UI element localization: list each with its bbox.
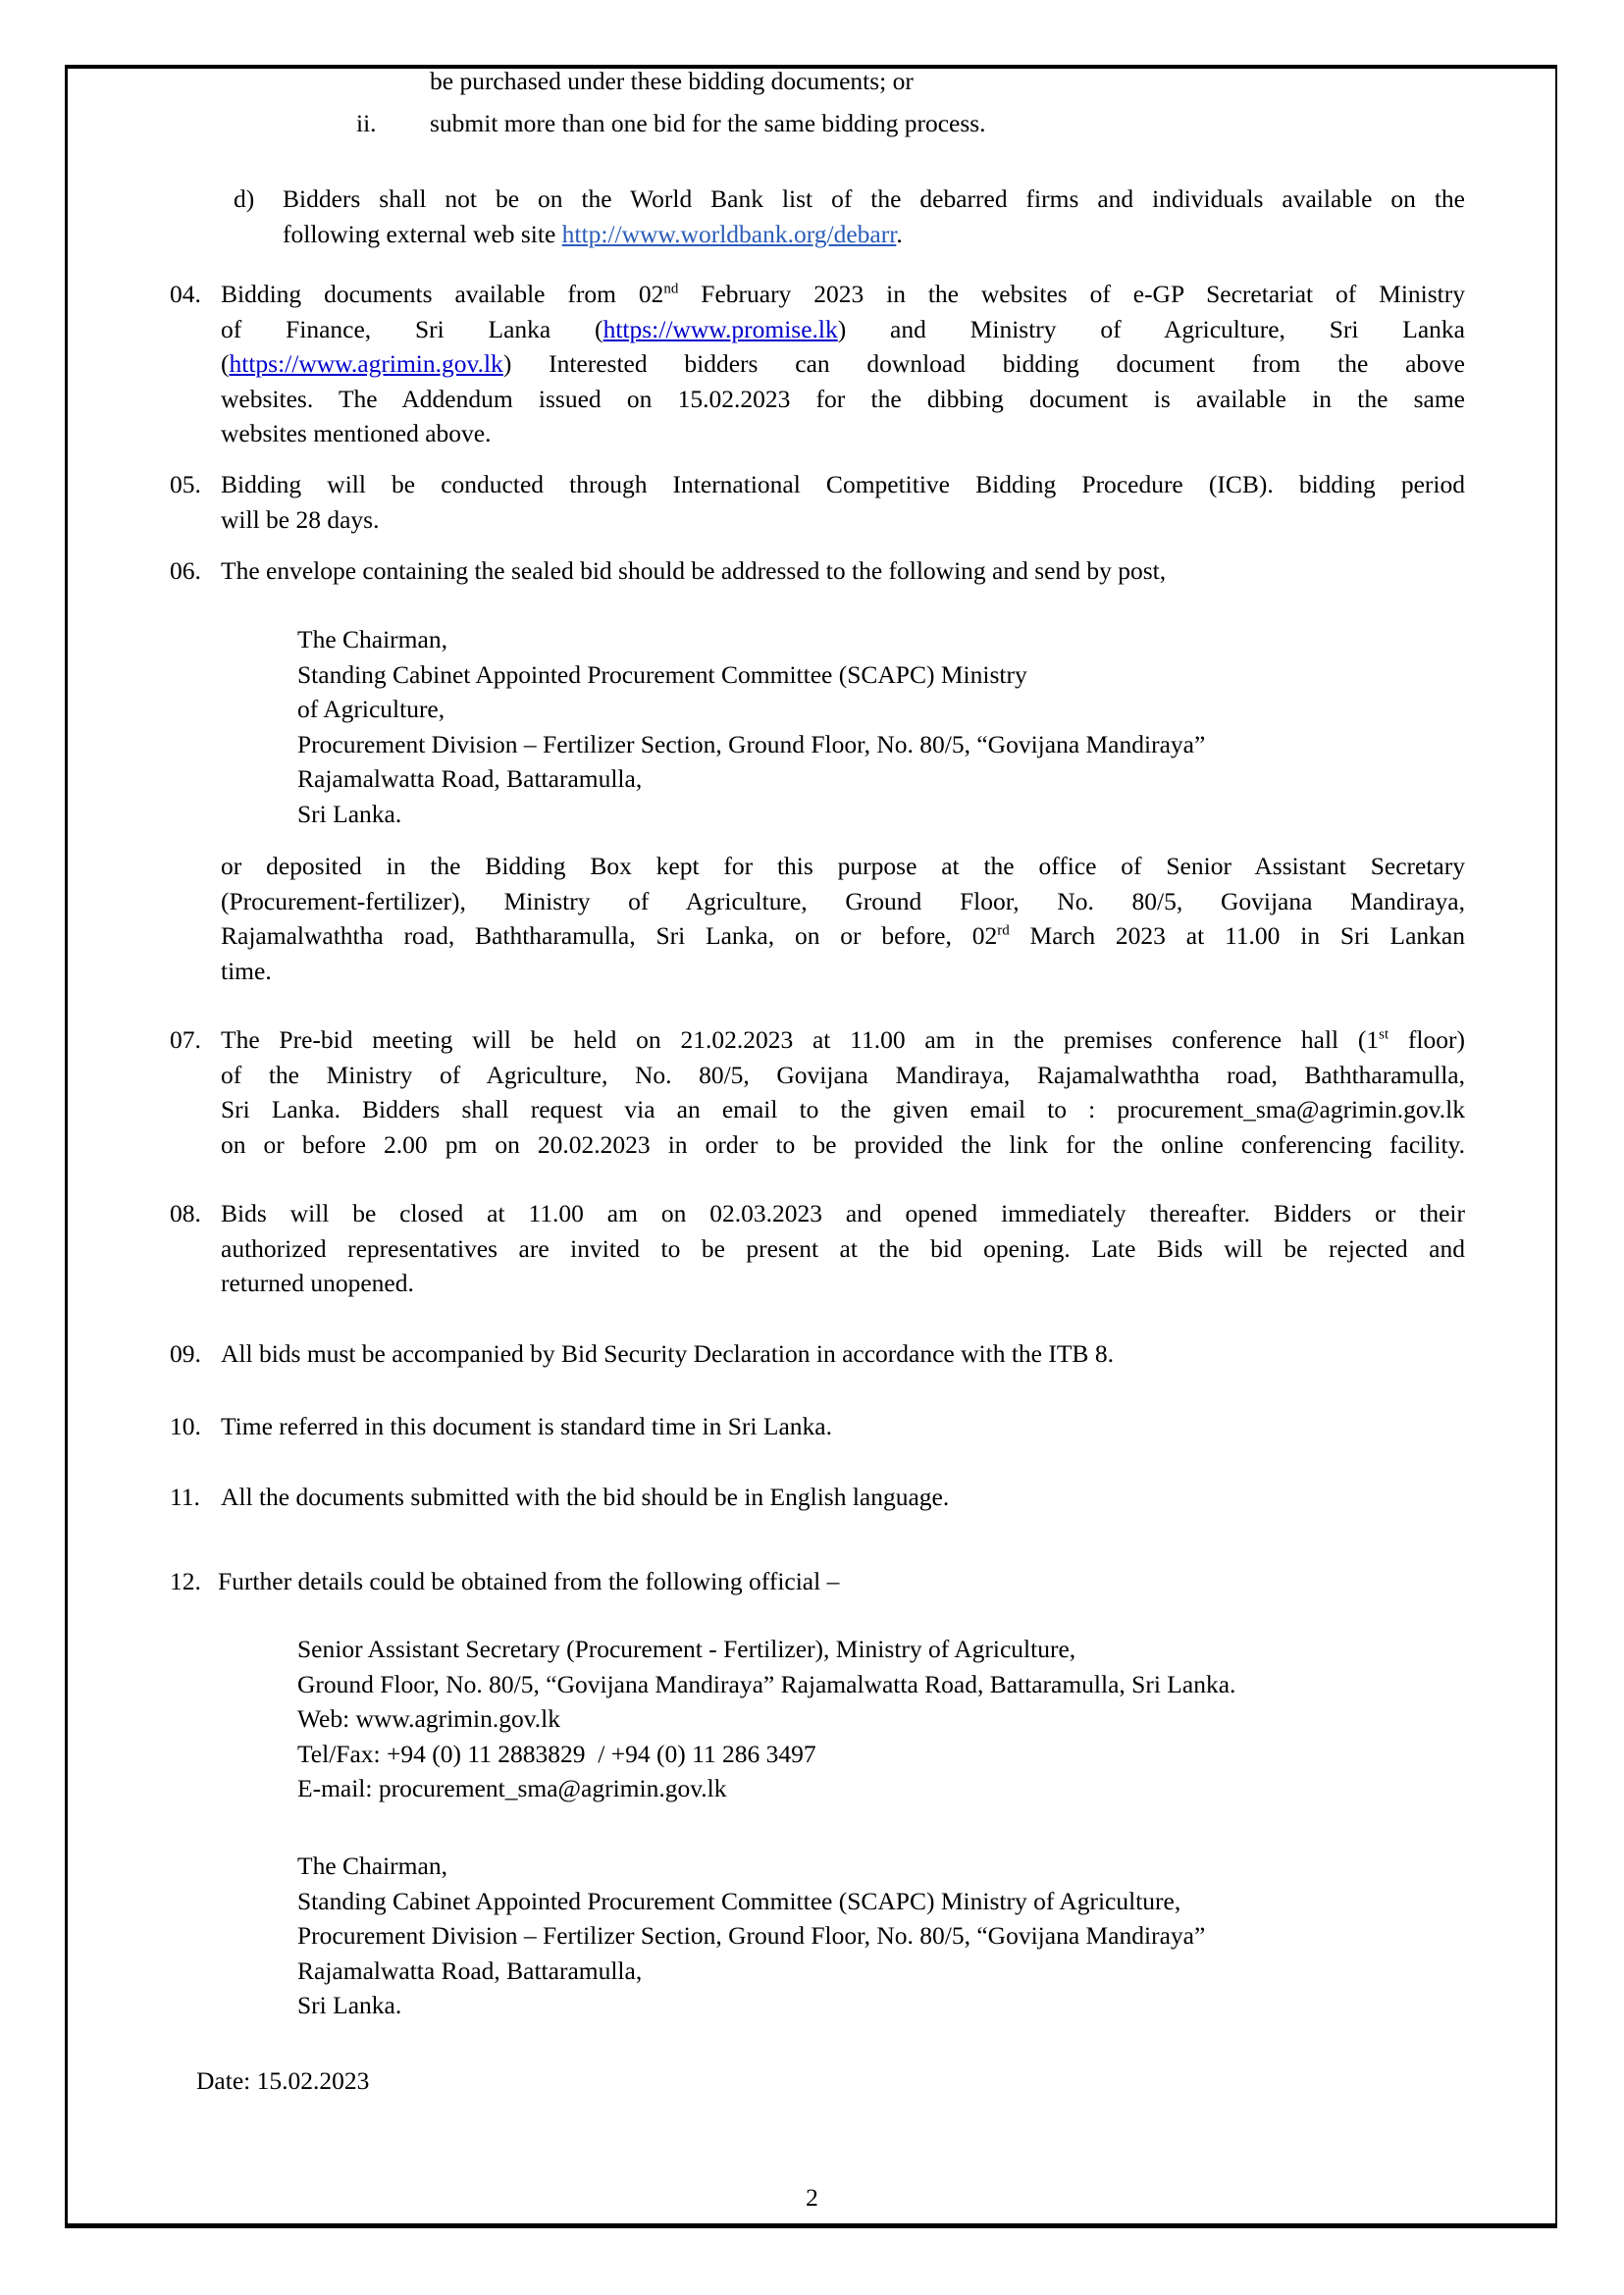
worldbank-debarr-link[interactable]: http://www.worldbank.org/debarr <box>561 219 897 248</box>
list-item-10: 10. Time referred in this document is standard time in Sri Lanka. <box>170 1409 832 1444</box>
list-item-09: 09. All bids must be accompanied by Bid Security Declaration in accordance with the ITB 8. <box>170 1336 1114 1372</box>
list-item-ii <box>356 106 986 141</box>
list-item-d: d) Bidders shall not be on the World Bank list of the debarred firms and individuals available on the following external web site http://www.worldbank.org/debarr. <box>234 182 1460 251</box>
document-date: Date: 15.02.2023 <box>196 2066 370 2095</box>
item-d-line1: Bidders shall not be on the World Bank list of the debarred firms and individuals available on the <box>283 184 1465 213</box>
item-number: 11. <box>170 1483 200 1511</box>
list-marker: ii. <box>356 109 377 137</box>
list-text: submit more than one bid for the same bidding process. <box>430 109 986 137</box>
page-number: 2 <box>806 2183 818 2212</box>
official-web: Web: www.agrimin.gov.lk <box>297 1704 561 1733</box>
item-number: 06. <box>170 556 201 585</box>
address-block-chairman: The Chairman, Standing Cabinet Appointed Procurement Committee (SCAPC) Ministry of Agriculture, Procurement Division – Fertilizer Section, Ground Floor, No. 80/5, “Govijana Mandiraya” Rajamalwatta Road, Battaramulla, Sri Lanka. <box>297 625 1206 828</box>
promise-lk-link[interactable]: https://www.promise.lk <box>602 314 838 343</box>
item-number: 04. <box>170 280 201 308</box>
deposit-paragraph: or deposited in the Bidding Box kept for this purpose at the office of Senior Assistant Secretary (Procurement-fertilizer), Ministry of Agriculture, Ground Floor, No. 80/5, Govijana Mandiraya, Rajamalwaththa road, Baththaramulla, Sri Lanka, on or before, 02rd March 2023 at 11.00 in Sri Lankan time. <box>221 852 1465 985</box>
list-item-04: 04. Bidding documents available from 02nd February 2023 in the websites of e-GP Secretariat of Ministry of Finance, Sri Lanka (https://www.promise.lk) and Ministry of Agriculture, Sri Lanka (https://www.agrimin.gov.lk) Interested bidders can download bidding document from the above websites. The Addendum issued on 15.02.2023 for the dibbing document is available in the same websites mentioned above. <box>170 277 1465 451</box>
item-number: 10. <box>170 1412 201 1440</box>
official-telfax: Tel/Fax: +94 (0) 11 2883829 / +94 (0) 11 286 3497 <box>297 1739 816 1768</box>
list-item-12: 12. Further details could be obtained from the following official – <box>170 1564 839 1599</box>
item-number: 05. <box>170 470 201 498</box>
item-number: 08. <box>170 1199 201 1227</box>
list-item-05: 05. Bidding will be conducted through International Competitive Bidding Procedure (ICB). bidding period will be 28 days. <box>170 467 1465 537</box>
list-item-06: 06. The envelope containing the sealed bid should be addressed to the following and send by post, <box>170 553 1465 589</box>
list-item-11: 11. All the documents submitted with the bid should be in English language. <box>170 1480 949 1515</box>
continuation-line: be purchased under these bidding documents; or <box>430 67 914 95</box>
list-item-08: 08. Bids will be closed at 11.00 am on 02.03.2023 and opened immediately thereafter. Bidders or their authorized representatives are invited to be present at the bid opening. Late Bids will be rejected and returned unopened. <box>170 1196 1465 1301</box>
item-number: 07. <box>170 1025 201 1054</box>
official-contact-block: Senior Assistant Secretary (Procurement - Fertilizer), Ministry of Agriculture, Ground Floor, No. 80/5, “Govijana Mandiraya” Rajamalwatta Road, Battaramulla, Sri Lanka. Web: www.agrimin.gov.lk Tel/Fax: +94 (0) 11 2883829 / +94 (0) 11 286 3497 E-mail: procurement_sma@agrimin.gov.lk <box>297 1632 1235 1806</box>
item-number: 09. <box>170 1339 201 1368</box>
official-email: E-mail: procurement_sma@agrimin.gov.lk <box>297 1774 727 1802</box>
list-item-07: 07. The Pre-bid meeting will be held on 21.02.2023 at 11.00 am in the premises conference hall (1st floor) of the Ministry of Agriculture, No. 80/5, Govijana Mandiraya, Rajamalwaththa road, Baththaramulla, Sri Lanka. Bidders shall request via an email to the given email to : procurement_sma@agrimin.gov.lk on or before 2.00 pm on 20.02.2023 in order to be provided the link for the online conferencing facility. <box>170 1022 1465 1162</box>
chairman-contact-block: The Chairman, Standing Cabinet Appointed Procurement Committee (SCAPC) Ministry of Agriculture, Procurement Division – Fertilizer Section, Ground Floor, No. 80/5, “Govijana Mandiraya” Rajamalwatta Road, Battaramulla, Sri Lanka. <box>297 1852 1206 2019</box>
list-marker: d) <box>234 184 255 213</box>
item-number: 12. <box>170 1567 201 1595</box>
agrimin-link[interactable]: https://www.agrimin.gov.lk <box>229 349 503 378</box>
